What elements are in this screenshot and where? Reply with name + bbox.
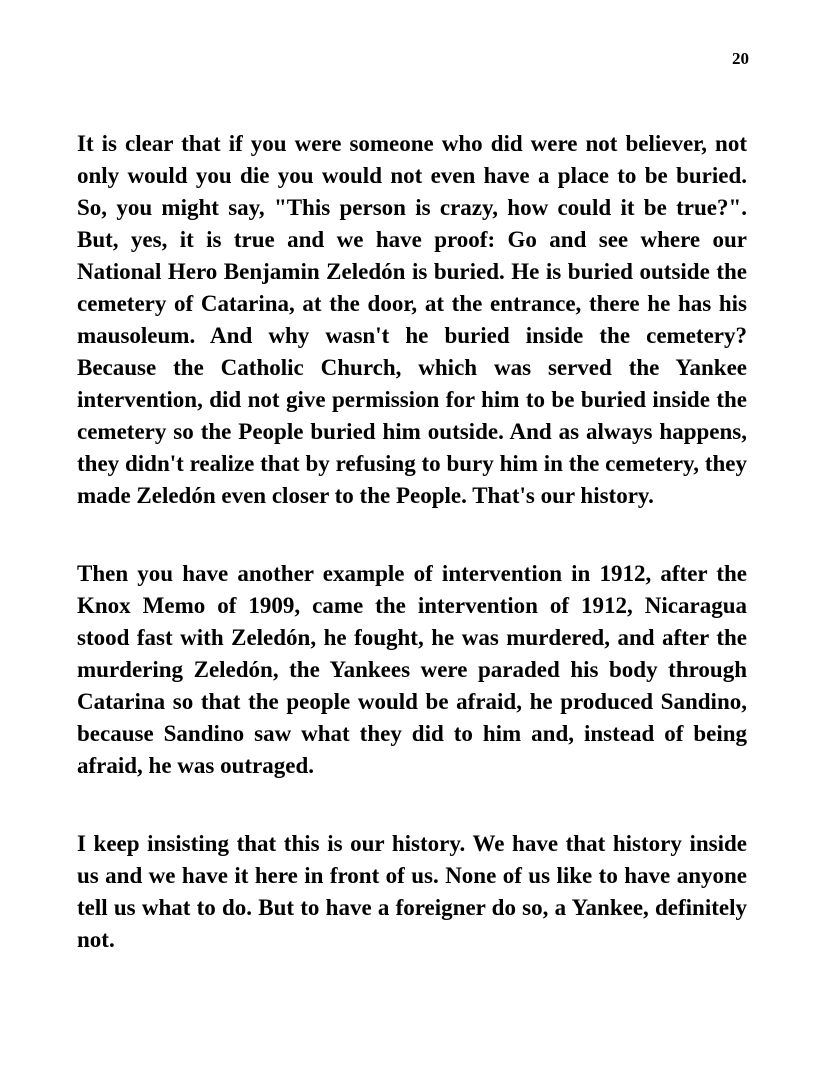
paragraph-1: It is clear that if you were someone who did were not believer, not only would you die you would not even have a place to be buried. So, you might say, "This person is crazy, how could it be true?". But, yes, it is true and we have proof: Go and see where our National Hero Benjamin Zeledón is buried. He is buried outside the cemetery of Catarina, at the door, at the entrance, there he has his mausoleum. And why wasn't he buried inside the cemetery? Because the Catholic Church, which was served the Yankee intervention, did not give permission for him to be buried inside the cemetery so the People buried him outside. And as always happens, they didn't realize that by refusing to bury him in the cemetery, they made Zeledón even closer to the People. That's our history. (77, 131, 747, 508)
page-body (77, 128, 747, 956)
paragraph-2: Then you have another example of intervention in 1912, after the Knox Memo of 1909, came the intervention of 1912, Nicaragua stood fast with Zeledón, he fought, he was murdered, and after the murdering Zeledón, the Yankees were paraded his body through Catarina so that the people would be afraid, he produced Sandino, because Sandino saw what they did to him and, instead of being afraid, he was outraged. (77, 561, 747, 778)
paragraph-spacer (77, 512, 747, 558)
page-number: 20 (732, 49, 749, 68)
paragraph-spacer (77, 782, 747, 828)
paragraph-3: I keep insisting that this is our history. We have that history inside us and we have it here in front of us. None of us like to have anyone tell us what to do. But to have a foreigner do so, a Yankee, definitely not. (77, 831, 747, 952)
